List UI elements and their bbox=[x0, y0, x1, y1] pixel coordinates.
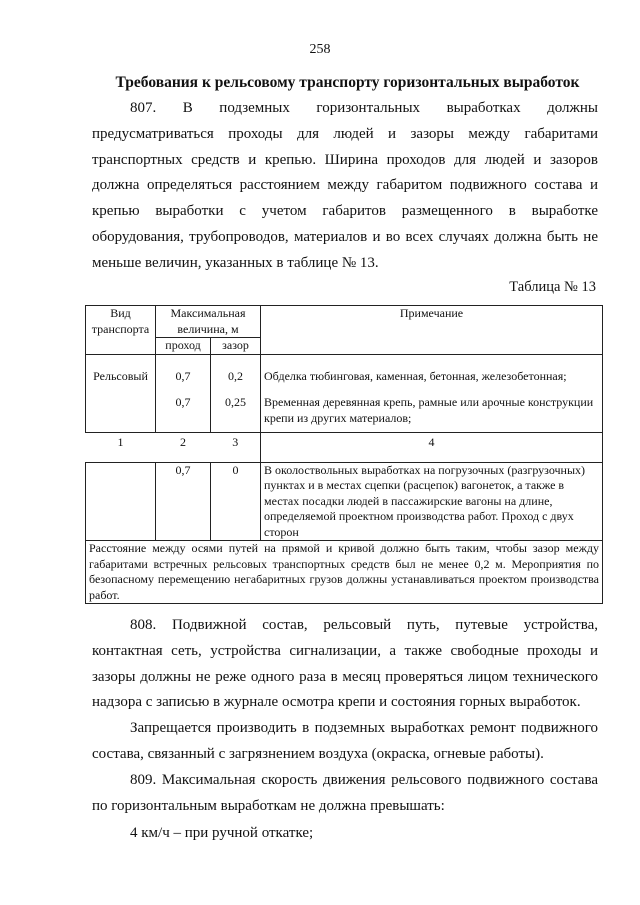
paragraph-speed bbox=[92, 821, 598, 847]
cell-type-empty bbox=[86, 387, 156, 432]
cell-note: Временная деревянная крепь, рамные или арочные конструкции крепи из других материалов; bbox=[261, 387, 603, 432]
text-line: контактная сеть, устройства сигнализации, а также свободные проходы и bbox=[92, 642, 598, 659]
cell-type-rail: Рельсовый bbox=[86, 354, 156, 387]
text-line: транспортных средств и крепью. Ширина проходов для людей и зазоров bbox=[92, 151, 598, 168]
paragraph-807 bbox=[92, 96, 598, 277]
text-line: 808. Подвижной состав, рельсовый путь, путевые устройства, bbox=[130, 617, 598, 633]
text-line: зазоры должны не реже одного раза в месяц проверяться лицом технического bbox=[92, 668, 598, 685]
paragraph-809 bbox=[92, 768, 598, 820]
page-number: 258 bbox=[309, 42, 331, 57]
text-line: меньше величин, указанных в таблице № 13. bbox=[92, 254, 379, 271]
header-gap: зазор bbox=[211, 338, 261, 355]
cell-gap: 0,25 bbox=[211, 387, 261, 432]
header-transport-type: Вид транспорта bbox=[86, 306, 156, 355]
table-footnote: Расстояние между осями путей на прямой и кривой должно быть таким, чтобы зазор между габаритами встречных рельсовых транспортных средств был не менее 0,2 м. Мероприятия по безопасному перемещению негабаритных грузов должны устанавливаться проектом производства работ. bbox=[86, 541, 603, 604]
table-13 bbox=[85, 305, 603, 604]
column-number-3: 3 bbox=[232, 434, 239, 449]
table-label: Таблица № 13 bbox=[509, 279, 596, 295]
text-line: должна определяться расстоянием между габаритом подвижного состава и bbox=[92, 177, 598, 194]
column-number-4: 4 bbox=[261, 432, 603, 462]
header-note: Примечание bbox=[261, 306, 603, 355]
cell-gap: 0,2 bbox=[211, 354, 261, 387]
text-line: крепью выработки с учетом габаритов размещенного в выработке bbox=[92, 203, 598, 220]
cell-pass: 0,7 bbox=[156, 462, 211, 541]
paragraph-808 bbox=[92, 613, 598, 716]
cell-note: Обделка тюбинговая, каменная, бетонная, железобетонная; bbox=[261, 354, 603, 387]
text-line: 807. В подземных горизонтальных выработках должны bbox=[130, 100, 598, 116]
header-pass: проход bbox=[156, 338, 211, 355]
text-line: оборудования, трубопроводов, материалов и во всех случаях должна быть не bbox=[92, 228, 598, 245]
text-line: Запрещается производить в подземных выработках ремонт подвижного bbox=[130, 720, 598, 736]
cell-gap: 0 bbox=[211, 462, 261, 541]
text-line: 4 км/ч – при ручной откатке; bbox=[130, 825, 314, 841]
column-number-1: 1 bbox=[117, 434, 124, 449]
text-line: 809. Максимальная скорость движения рельсового подвижного состава bbox=[130, 772, 598, 788]
cell-pass: 0,7 bbox=[156, 354, 211, 387]
text-line: надзора с записью в журнале осмотра крепи и состояния горных выработок. bbox=[92, 694, 581, 711]
cell-type-empty bbox=[86, 462, 156, 541]
text-line: состава, связанный с загрязнением воздуха (окраска, огневые работы). bbox=[92, 745, 544, 762]
paragraph-prohibition bbox=[92, 716, 598, 768]
cell-note: В околоствольных выработках на погрузочных (разгрузочных) пунктах и в местах сцепки (расцепок) вагонеток, а также в местах посадки людей в пассажирские вагоны на длине, определяемой проектном производства работ. Проход с двух сторон bbox=[261, 462, 603, 541]
section-heading: Требования к рельсовому транспорту горизонтальных выработок bbox=[115, 74, 580, 91]
text-line: предусматриваться проходы для людей и зазоры между габаритами bbox=[92, 125, 598, 142]
header-max-value: Максимальная величина, м bbox=[156, 306, 261, 338]
cell-pass: 0,7 bbox=[156, 387, 211, 432]
text-line: по горизонтальным выработкам не должна превышать: bbox=[92, 797, 445, 814]
column-number-2: 2 bbox=[180, 434, 186, 449]
